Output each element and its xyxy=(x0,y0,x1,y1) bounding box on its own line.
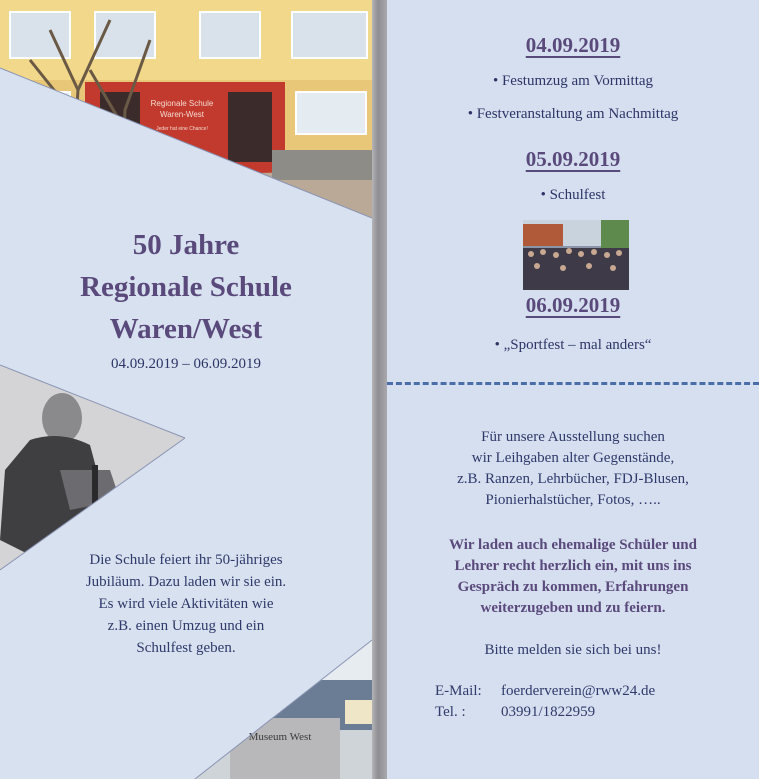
intro-text xyxy=(28,549,344,659)
schedule-item: • „Sportfest – mal anders“ xyxy=(494,337,652,353)
historic-portrait-drawing xyxy=(0,360,190,575)
date-heading-text: 06.09.2019 xyxy=(525,293,621,317)
intro-line: Jubiläum. Dazu laden wir sie ein. xyxy=(85,574,287,590)
schedule-item: • Festveranstaltung am Nachmittag xyxy=(467,106,679,122)
schedule-item: • Festumzug am Vormittag xyxy=(492,73,654,89)
email-link[interactable]: foerderverein@rww24.de xyxy=(501,683,656,699)
date-heading-2 xyxy=(387,147,759,172)
invitation-line: Lehrer recht herzlich ein, mit uns ins xyxy=(454,558,692,574)
left-panel xyxy=(0,0,372,779)
exhibition-line: z.B. Ranzen, Lehrbücher, FDJ-Blusen, xyxy=(457,471,689,487)
exhibition-line: Für unsere Ausstellung suchen xyxy=(481,429,665,445)
section-divider xyxy=(387,382,759,385)
invitation-line: Wir laden auch ehemalige Schüler und xyxy=(449,537,697,553)
schoolfest-crowd-photo xyxy=(523,220,629,290)
school-sign-slogan: Jeder hat eine Chance! xyxy=(156,126,208,132)
school-building-photo xyxy=(0,0,372,218)
headline-line-2: Regionale Schule xyxy=(80,271,292,303)
headline-line-1: 50 Jahre xyxy=(132,229,240,261)
left-panel-graphics xyxy=(0,0,372,779)
date-heading-text: 04.09.2019 xyxy=(525,33,621,57)
invitation-text xyxy=(407,535,739,619)
exhibition-line: Pionierhalstücher, Fotos, ….. xyxy=(485,492,661,508)
phone-label: Tel. : xyxy=(435,704,466,720)
phone-number[interactable]: 03991/1822959 xyxy=(501,704,596,720)
email-label: E-Mail: xyxy=(435,683,482,699)
intro-line: Schulfest geben. xyxy=(136,640,236,656)
contact-phone-row xyxy=(435,702,595,723)
page-fold-divider xyxy=(372,0,387,779)
right-panel xyxy=(387,0,759,779)
school-sign-line2: Waren-West xyxy=(159,110,205,119)
intro-line: z.B. einen Umzug und ein xyxy=(107,618,265,634)
school-sign-line1: Regionale Schule xyxy=(150,99,214,108)
call-to-action: Bitte melden sie sich bei uns! xyxy=(484,642,662,658)
schedule-item: • Schulfest xyxy=(540,187,606,203)
date-heading-3 xyxy=(387,293,759,318)
headline-line-3: Waren/West xyxy=(109,313,263,345)
date-range: 04.09.2019 – 06.09.2019 xyxy=(111,356,261,372)
date-heading-text: 05.09.2019 xyxy=(525,147,621,171)
invitation-line: Gespräch zu kommen, Erfahrungen xyxy=(457,579,689,595)
museum-sign: Museum West xyxy=(248,731,312,743)
intro-line: Es wird viele Aktivitäten wie xyxy=(98,596,274,612)
exhibition-request xyxy=(407,427,739,511)
intro-line: Die Schule feiert ihr 50-jähriges xyxy=(89,552,283,568)
date-heading-1 xyxy=(387,33,759,58)
exhibition-line: wir Leihgaben alter Gegenstände, xyxy=(471,450,675,466)
invitation-line: weiterzugeben und zu feiern. xyxy=(480,600,666,616)
contact-email-row xyxy=(435,681,655,702)
